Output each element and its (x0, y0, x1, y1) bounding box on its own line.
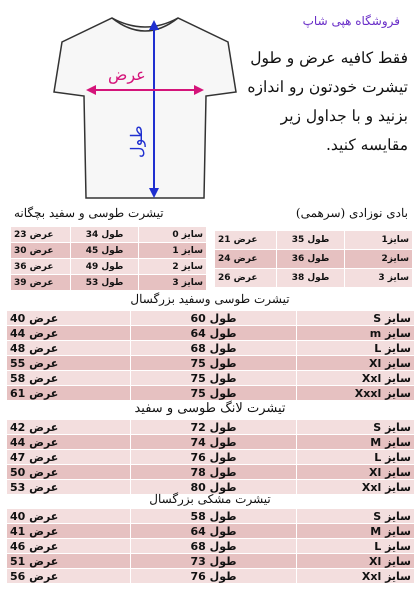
adult-size-table (6, 310, 415, 401)
table-row: عرض 50 طول 78 سایز Xl (7, 465, 415, 480)
table-row: عرض 44 طول 74 سایز M (7, 435, 415, 450)
table-row: عرض 56 طول 76 سایز Xxl (7, 569, 415, 584)
table-row: عرض 30 طول 45 سایز 1 (11, 243, 207, 259)
adult-table-title: تیشرت طوسی وسفید بزرگسال (130, 292, 290, 306)
table-row: عرض 42 طول 72 سایز S (7, 420, 415, 435)
table-row: عرض 40 طول 60 سایز S (7, 311, 415, 326)
table-row: عرض 40 طول 58 سایز S (7, 509, 415, 524)
baby-size-table (214, 230, 413, 288)
tshirt-diagram (50, 4, 240, 204)
table-row: عرض 53 طول 80 سایز Xxl (7, 480, 415, 495)
table-row: عرض 36 طول 49 سایز 2 (11, 259, 207, 275)
table-row: عرض 21 طول 35 سایز1 (215, 231, 413, 250)
table-row: عرض 51 طول 73 سایز Xl (7, 554, 415, 569)
shop-name: فروشگاه هپی شاپ (302, 14, 400, 28)
table-row: عرض 58 طول 75 سایز Xxl (7, 371, 415, 386)
table-row: عرض 46 طول 68 سایز L (7, 539, 415, 554)
table-row: عرض 55 طول 75 سایز Xl (7, 356, 415, 371)
length-label: طول (127, 125, 146, 158)
black-table-title: تیشرت مشکی بزرگسال (149, 492, 271, 506)
width-label: عرض (108, 65, 146, 84)
intro-text: فقط کافیه عرض و طول تیشرت خودتون رو اندازه بزنید و با جداول زیر مقایسه کنید. (247, 49, 408, 154)
table-row: عرض 48 طول 68 سایز L (7, 341, 415, 356)
table-row: عرض 61 طول 75 سایز Xxxl (7, 386, 415, 401)
table-row: عرض 44 طول 64 سایز m (7, 326, 415, 341)
table-row: عرض 39 طول 53 سایز 3 (11, 275, 207, 291)
table-row: عرض 47 طول 76 سایز L (7, 450, 415, 465)
kids-table-title: تیشرت طوسی و سفید بچگانه (14, 206, 164, 220)
table-row: عرض 41 طول 64 سایز M (7, 524, 415, 539)
header-area (0, 0, 420, 205)
baby-table-title: بادی نوزادی (سرهمی) (295, 206, 408, 220)
kids-size-table (10, 226, 207, 291)
table-row: عرض 26 طول 38 سایز 3 (215, 269, 413, 288)
long-table-title: تیشرت لانگ طوسی و سفید (134, 401, 286, 416)
tshirt-outline-icon (54, 18, 236, 198)
long-size-table (6, 419, 415, 495)
table-row: عرض 24 طول 36 سایز2 (215, 250, 413, 269)
black-size-table (6, 508, 415, 584)
table-row: عرض 23 طول 34 سایز 0 (11, 227, 207, 243)
